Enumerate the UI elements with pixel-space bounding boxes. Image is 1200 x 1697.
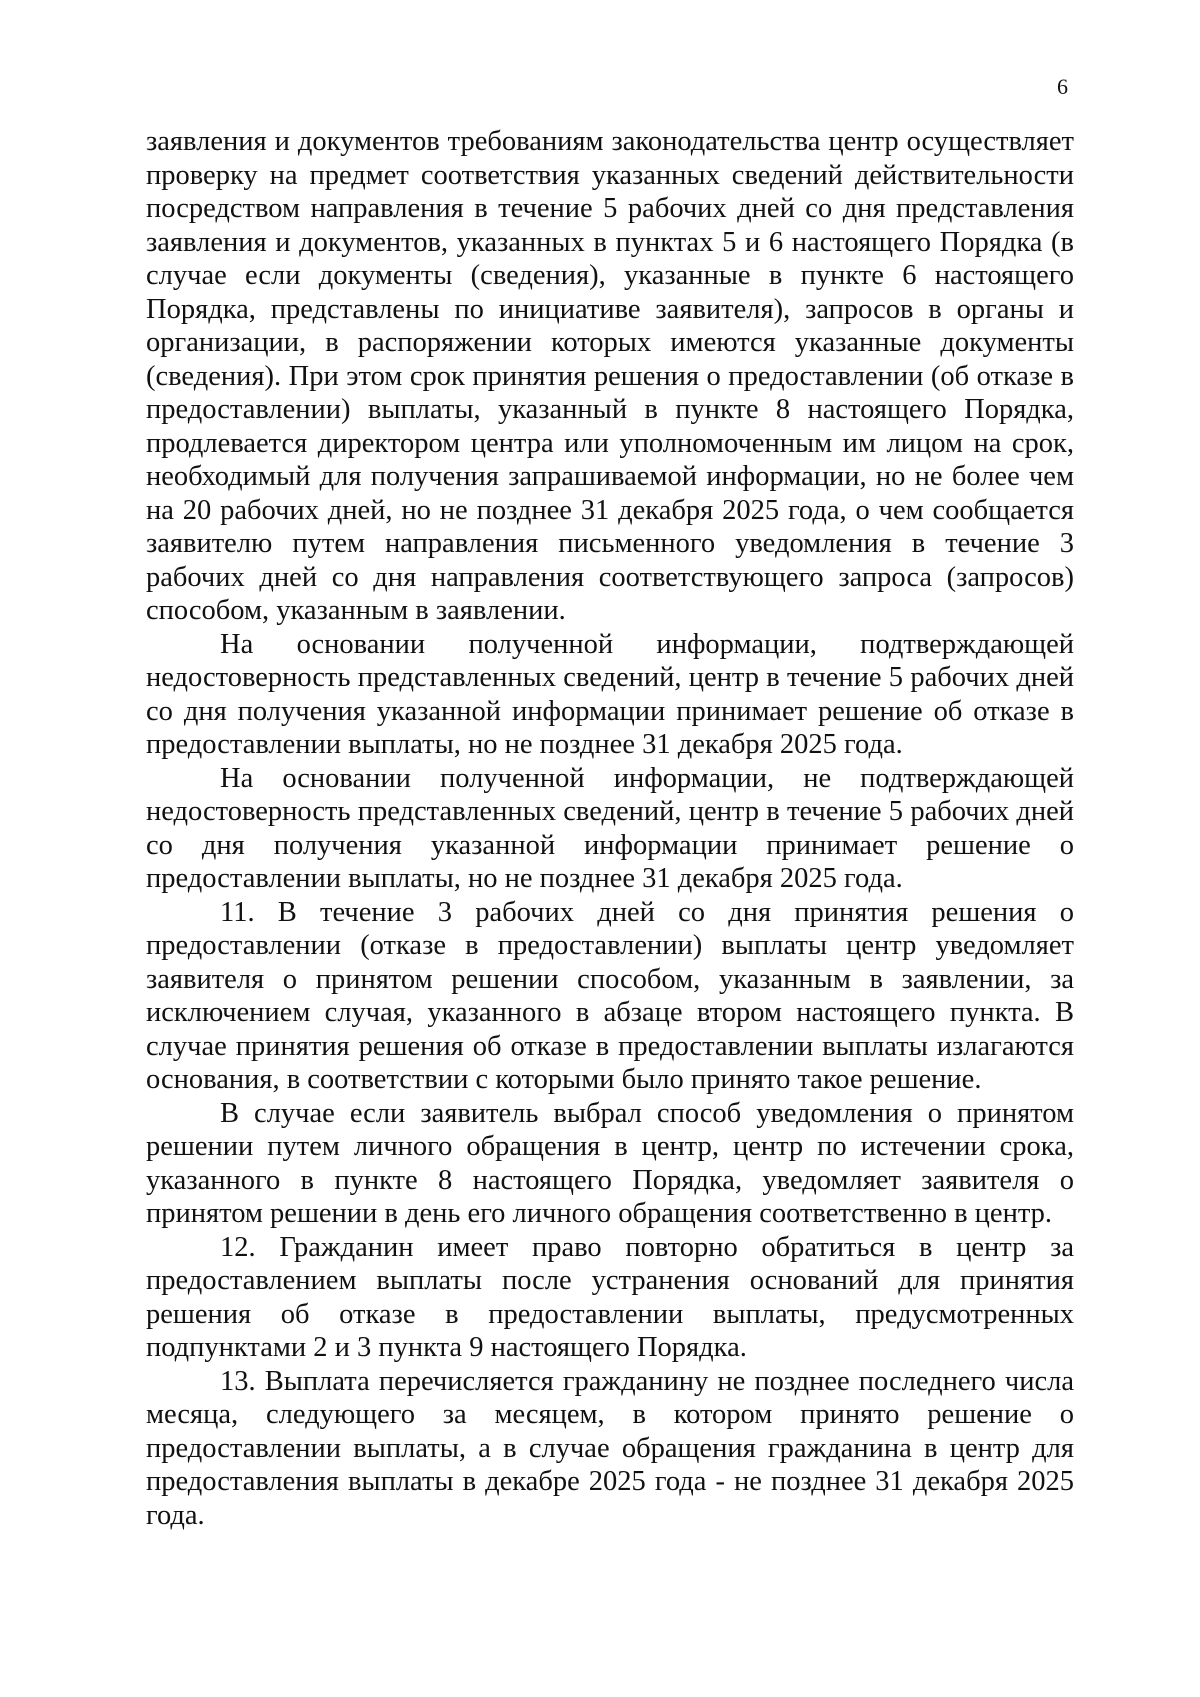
document-body — [146, 125, 1074, 1532]
paragraph-item-13: 13. Выплата перечисляется гражданину не позднее последнего числа месяца, следующего за месяцем, в котором принято решение о предоставлении выплаты, а в случае обращения гражданина в центр для предоставления выплаты в декабре 2025 года - не позднее 31 декабря 2025 года. — [146, 1365, 1074, 1531]
paragraph-personal-visit: В случае если заявитель выбрал способ уведомления о принятом решении путем личного обращения в центр, центр по истечении срока, указанного в пункте 8 настоящего Порядка, уведомляет заявителя о принятом решении в день его личного обращения соответственно в центр. — [146, 1097, 1074, 1229]
paragraph-item-11: 11. В течение 3 рабочих дней со дня принятия решения о предоставлении (отказе в предоставлении) выплаты центр уведомляет заявителя о принятом решении способом, указанным в заявлении, за исключением случая, указанного в абзаце втором настоящего пункта. В случае принятия решения об отказе в предоставлении выплаты излагаются основания, в соответствии с которыми было принято такое решение. — [146, 896, 1074, 1095]
paragraph-unreliable-info: На основании полученной информации, подтверждающей недостоверность представленных сведений, центр в течение 5 рабочих дней со дня получения указанной информации принимает решение об отказе в предоставлении выплаты, но не позднее 31 декабря 2025 года. — [146, 628, 1074, 760]
paragraph-reliable-info: На основании полученной информации, не подтверждающей недостоверность представленных сведений, центр в течение 5 рабочих дней со дня получения указанной информации принимает решение о предоставлении выплаты, но не позднее 31 декабря 2025 года. — [146, 762, 1074, 894]
paragraph-item-12: 12. Гражданин имеет право повторно обратиться в центр за предоставлением выплаты после устранения оснований для принятия решения об отказе в предоставлении выплаты, предусмотренных подпунктами 2 и 3 пункта 9 настоящего Порядка. — [146, 1231, 1074, 1363]
paragraph-continuation: заявления и документов требованиям законодательства центр осуществляет проверку на предмет соответствия указанных сведений действительности посредством направления в течение 5 рабочих дней со дня представления заявления и документов, указанных в пунктах 5 и 6 настоящего Порядка (в случае если документы (сведения), указанные в пункте 6 настоящего Порядка, представлены по инициативе заявителя), запросов в органы и организации, в распоряжении которых имеются указанные документы (сведения). При этом срок принятия решения о предоставлении (об отказе в предоставлении) выплаты, указанный в пункте 8 настоящего Порядка, продлевается директором центра или уполномоченным им лицом на срок, необходимый для получения запрашиваемой информации, но не более чем на 20 рабочих дней, но не позднее 31 декабря 2025 года, о чем сообщается заявителю путем направления письменного уведомления в течение 3 рабочих дней со дня направления соответствующего запроса (запросов) способом, указанным в заявлении. — [146, 126, 1074, 626]
page-number: 6 — [1057, 74, 1068, 99]
